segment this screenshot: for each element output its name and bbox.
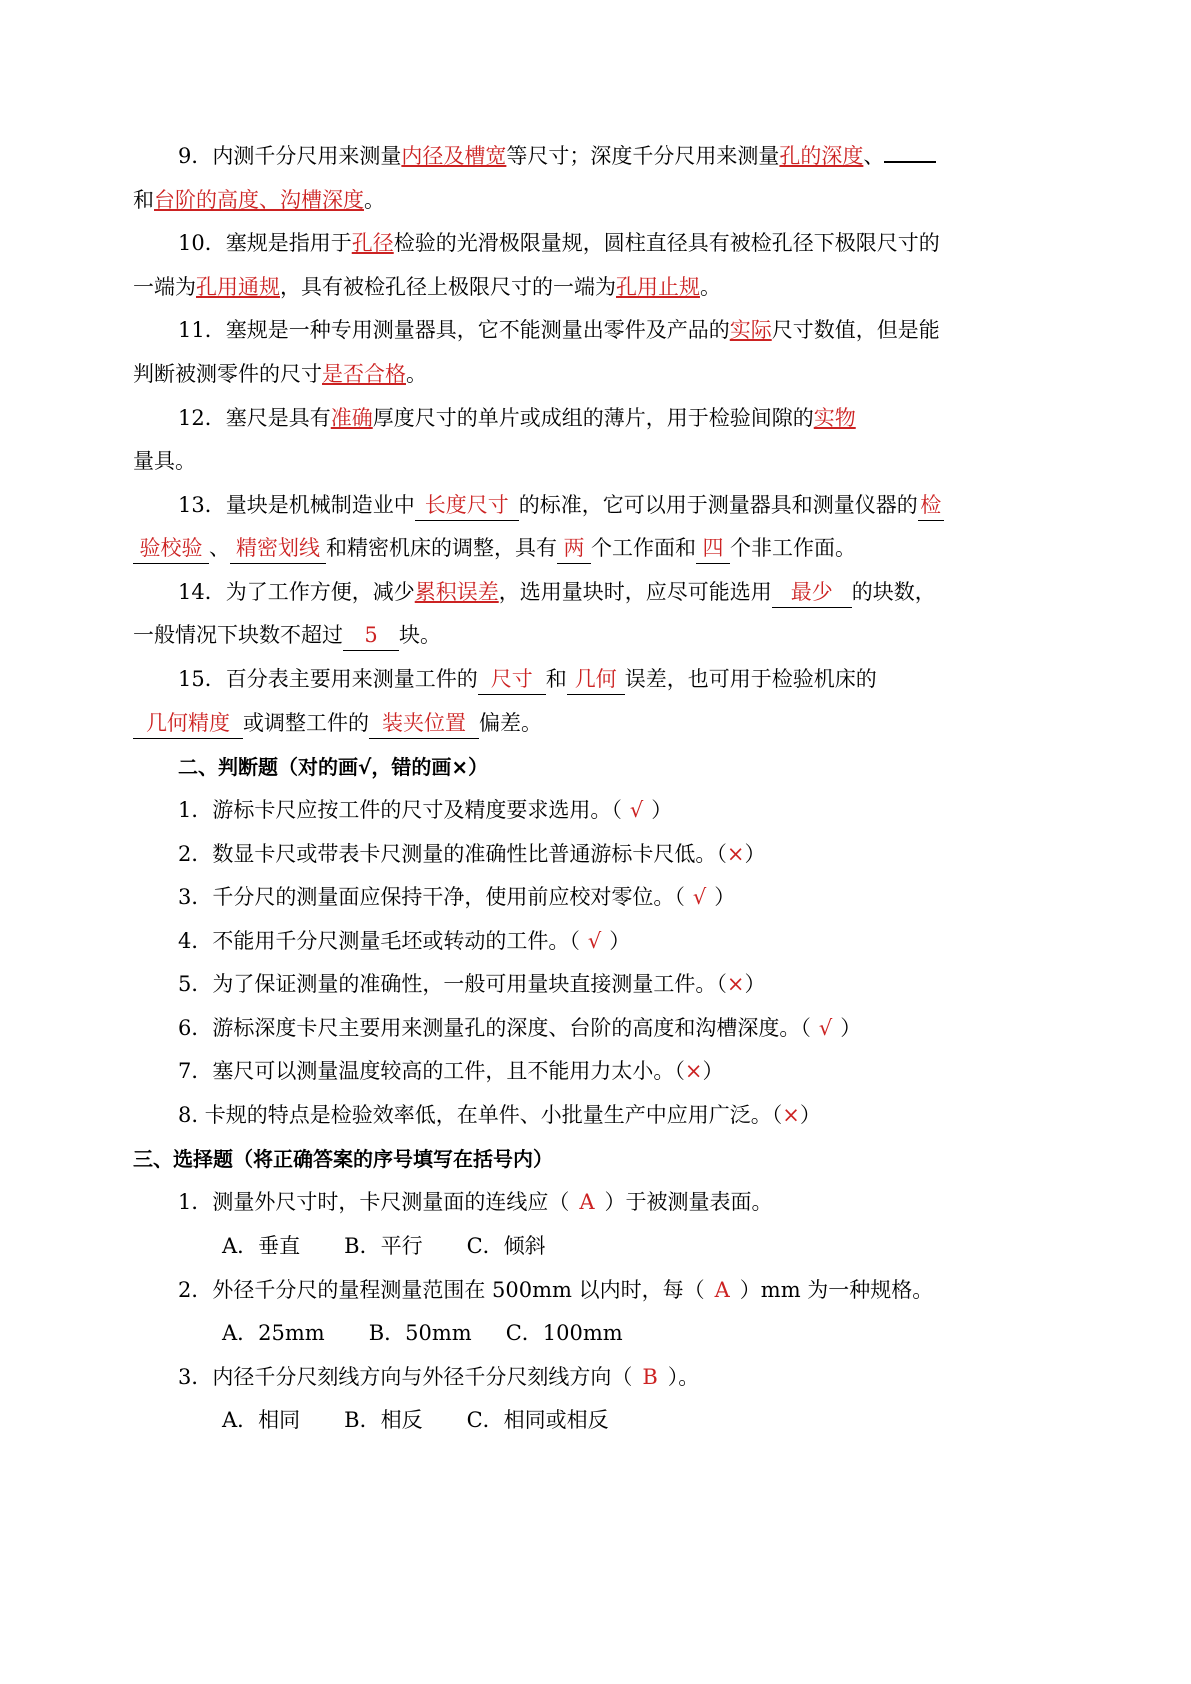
option: B．50mm: [368, 1321, 472, 1345]
text: ）。: [667, 1365, 700, 1389]
choice-options: [222, 1231, 1067, 1261]
text: ）: [702, 1059, 724, 1083]
text: 、: [209, 536, 230, 560]
option: A．25mm: [222, 1321, 325, 1345]
answer: 精密划线: [230, 533, 326, 564]
q13-line1: [178, 490, 1023, 521]
text: 检验的光滑极限量规，圆柱直径具有被检孔径下极限尺寸的: [393, 231, 940, 255]
answer: 装夹位置: [369, 708, 479, 739]
answer: 5: [343, 620, 399, 651]
text: 个非工作面。: [730, 536, 856, 560]
text: ，选用量块时，应尽可能选用: [498, 580, 772, 604]
text: 一般情况下块数不超过: [133, 623, 343, 647]
text: 尺寸数值，但是能: [771, 318, 940, 342]
q15-line1: [178, 664, 1023, 695]
choice-question: [178, 1275, 1023, 1305]
text: 5．为了保证测量的准确性，一般可用量块直接测量工件。（: [178, 972, 727, 996]
answer: 最少: [772, 577, 852, 608]
text: 14．为了工作方便，减少: [178, 580, 415, 604]
text: 15．百分表主要用来测量工件的: [178, 667, 478, 691]
q11-line1: [178, 315, 1023, 345]
judge-item: [178, 926, 1023, 956]
text: 和: [545, 667, 567, 691]
answer-mark: √: [818, 1016, 833, 1040]
q12-line1: [178, 403, 1023, 433]
text: ）: [799, 1103, 821, 1127]
judge-item: [178, 1056, 1023, 1086]
answer: 准确: [330, 406, 373, 430]
judge-item: [178, 969, 1023, 999]
choice-question: [178, 1362, 1023, 1392]
option: B．相反: [344, 1408, 423, 1432]
text: 和: [133, 188, 154, 212]
answer: 内径及槽宽: [401, 144, 507, 168]
answer: 累积误差: [414, 580, 499, 604]
text: 或调整工件的: [243, 711, 369, 735]
answer-mark: √: [587, 929, 602, 953]
empty-blank: [884, 143, 936, 163]
judge-item: [178, 839, 1023, 869]
answer-mark: ×: [726, 842, 745, 866]
q9-line2: [133, 185, 978, 215]
answer: 实物: [813, 406, 856, 430]
text: ）mm 为一种规格。: [739, 1278, 934, 1302]
answer-mark: ×: [782, 1103, 800, 1127]
q13-line2: [133, 533, 978, 564]
text: 6．游标深度卡尺主要用来测量孔的深度、台阶的高度和沟槽深度。（: [178, 1016, 811, 1040]
option: B．平行: [344, 1234, 423, 1258]
text: 、: [863, 144, 885, 168]
text: ）: [840, 1016, 862, 1040]
section2-heading: 二、判断题（对的画√，错的画×）: [178, 755, 489, 779]
text: 个工作面和: [591, 536, 696, 560]
answer-mark: √: [629, 798, 644, 822]
q11-line2: [133, 359, 978, 389]
text: 误差，也可用于检验机床的: [624, 667, 877, 691]
text: ）: [609, 929, 631, 953]
text: 8. 卡规的特点是检验效率低，在单件、小批量生产中应用广泛。（: [178, 1103, 783, 1127]
text: 。: [364, 188, 385, 212]
answer: 长度尺寸: [415, 490, 519, 521]
text: 1．游标卡尺应按工件的尺寸及精度要求选用。（: [178, 798, 622, 822]
answer: 实际: [729, 318, 772, 342]
text: 4．不能用千分尺测量毛坯或转动的工件。（: [178, 929, 580, 953]
answer: 孔用止规: [616, 275, 700, 299]
text: 量具。: [133, 449, 196, 473]
section3-heading: 三、选择题（将正确答案的序号填写在括号内）: [133, 1147, 553, 1171]
answer: 几何精度: [133, 708, 243, 739]
judge-item: [178, 882, 1023, 912]
choice-question: [178, 1187, 1023, 1217]
text: 的块数，: [851, 580, 936, 604]
text: 判断被测零件的尺寸: [133, 362, 322, 386]
text: ）: [744, 972, 766, 996]
text: 块。: [399, 623, 441, 647]
q10-line1: [178, 228, 1023, 258]
answer-letter: B: [642, 1365, 658, 1389]
text: ）: [714, 885, 736, 909]
text: 和精密机床的调整，具有: [326, 536, 557, 560]
text: 1．测量外尺寸时，卡尺测量面的连线应（: [178, 1190, 570, 1214]
option: A．相同: [222, 1408, 301, 1432]
text: 。: [406, 362, 427, 386]
text: 厚度尺寸的单片或成组的薄片，用于检验间隙的: [372, 406, 814, 430]
text: 2．数显卡尺或带表卡尺测量的准确性比普通游标卡尺低。（: [178, 842, 727, 866]
option: A．垂直: [222, 1234, 301, 1258]
answer: 尺寸: [478, 664, 546, 695]
text: ）于被测量表面。: [604, 1190, 773, 1214]
text: 的标准，它可以用于测量器具和测量仪器的: [518, 493, 918, 517]
text: 3．内径千分尺刻线方向与外径千分尺刻线方向（: [178, 1365, 633, 1389]
option: C．100mm: [505, 1321, 623, 1345]
judge-item: [178, 1100, 1023, 1130]
option: C．相同或相反: [466, 1408, 609, 1432]
text: 偏差。: [479, 711, 542, 735]
answer-mark: ×: [684, 1059, 703, 1083]
answer-letter: A: [714, 1278, 730, 1302]
text: 3．千分尺的测量面应保持干净，使用前应校对零位。（: [178, 885, 685, 909]
answer: 台阶的高度、沟槽深度: [154, 188, 364, 212]
answer: 是否合格: [322, 362, 406, 386]
judge-item: [178, 1013, 1023, 1043]
text: 一端为: [133, 275, 196, 299]
text: 9．内测千分尺用来测量: [178, 144, 402, 168]
answer-letter: A: [579, 1190, 595, 1214]
text: 12．塞尺是具有: [178, 406, 331, 430]
answer: 四: [696, 533, 730, 564]
text: ）: [651, 798, 673, 822]
judge-item: [178, 795, 1023, 825]
answer: 孔径: [351, 231, 394, 255]
answer: 几何: [567, 664, 625, 695]
answer: 孔用通规: [196, 275, 280, 299]
text: ，具有被检孔径上极限尺寸的一端为: [280, 275, 616, 299]
q15-line2: [133, 708, 978, 739]
q10-line2: [133, 272, 978, 302]
q12-line2: [133, 446, 978, 476]
answer-mark: ×: [726, 972, 745, 996]
answer-mark: √: [692, 885, 707, 909]
q9-line1: [178, 141, 1023, 171]
choice-options: [222, 1318, 1067, 1348]
text: 等尺寸；深度千分尺用来测量: [506, 144, 780, 168]
answer: 孔的深度: [779, 144, 864, 168]
text: 。: [700, 275, 721, 299]
text: 13．量块是机械制造业中: [178, 493, 415, 517]
answer: 验校验: [133, 533, 209, 564]
text: ）: [744, 842, 766, 866]
text: 11．塞规是一种专用测量器具，它不能测量出零件及产品的: [178, 318, 730, 342]
q14-line1: [178, 577, 1023, 608]
choice-options: [222, 1405, 1067, 1435]
text: 2．外径千分尺的量程测量范围在 500mm 以内时，每（: [178, 1278, 705, 1302]
option: C．倾斜: [466, 1234, 546, 1258]
q14-line2: [133, 620, 978, 651]
text: 10．塞规是指用于: [178, 231, 352, 255]
answer: 检: [918, 490, 944, 521]
text: 7．塞尺可以测量温度较高的工件，且不能用力太小。（: [178, 1059, 685, 1083]
answer: 两: [557, 533, 591, 564]
